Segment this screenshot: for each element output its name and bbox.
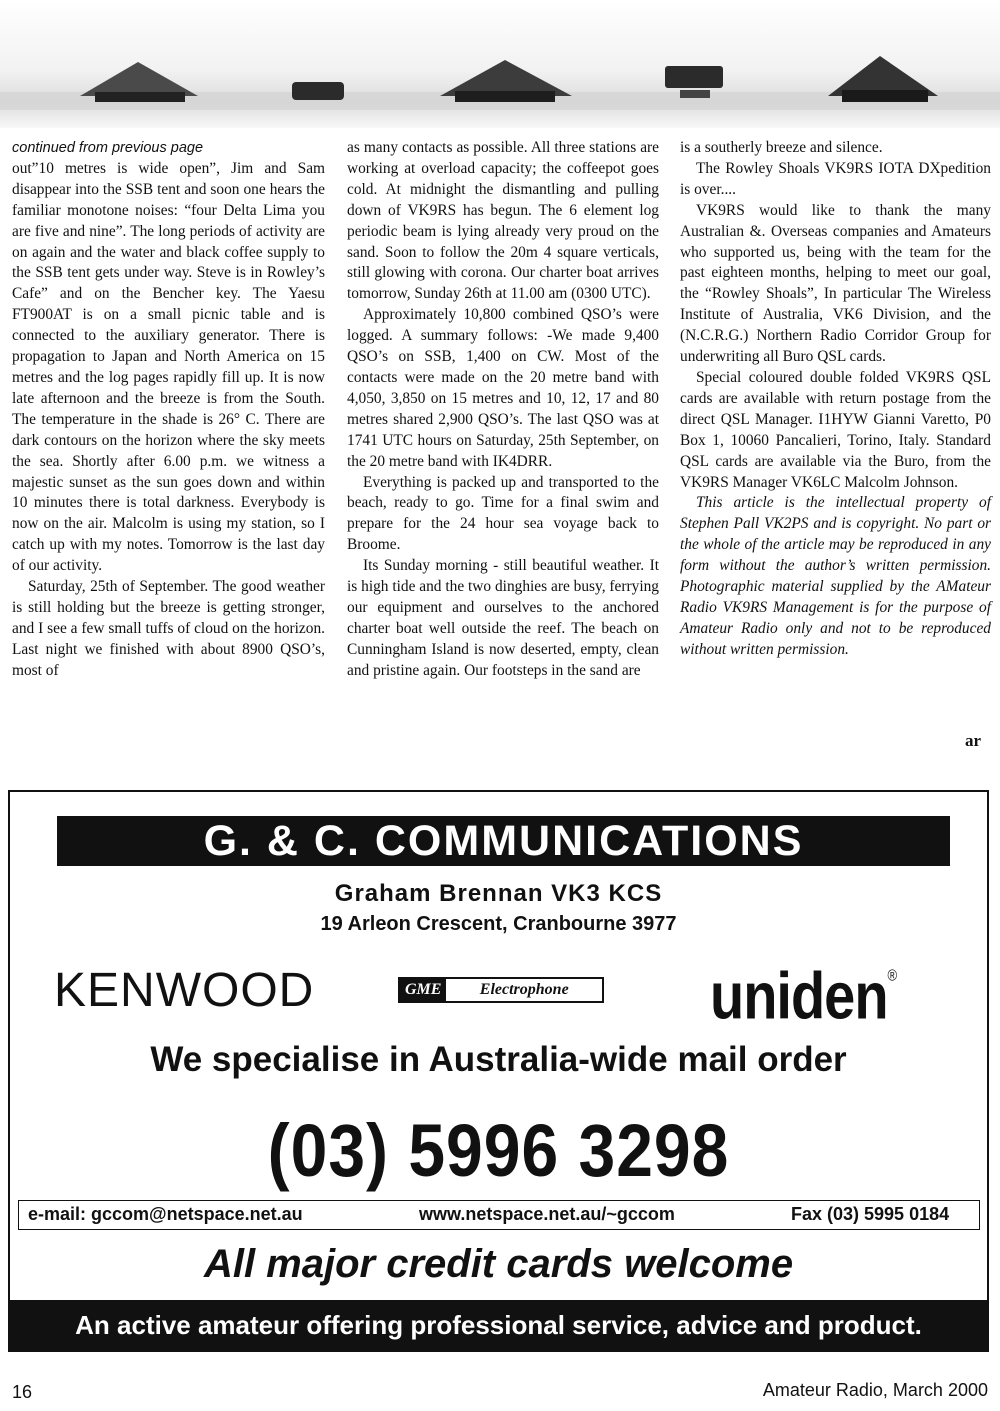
ad-phone-number: (03) 5996 3298 <box>267 1108 730 1192</box>
magazine-issue: Amateur Radio, March 2000 <box>762 1380 988 1400</box>
ad-website: www.netspace.net.au/~gccom <box>419 1204 675 1224</box>
ad-address: 19 Arleon Crescent, Cranbourne 3977 <box>320 913 677 935</box>
tent-2 <box>292 82 344 100</box>
uniden-logo <box>710 957 897 1034</box>
article-paragraph: Everything is packed up and transported to the beach, ready to go. Time for a final swim and prepare for the 24 hour sea voyage back to Broome. <box>347 473 659 554</box>
article-paragraph: The Rowley Shoals VK9RS IOTA DXpedition is over.... <box>680 159 991 198</box>
ad-contact-name: Graham Brennan VK3 KCS <box>334 880 663 907</box>
article-paragraph: VK9RS would like to thank the many Australian &. Overseas companies and Amateurs who supported us, being with the team for the past eighteen months, helping to meet our goal, the “Rowley Shoals”, In particular The Wireless Institute of Australia, VK6 Division, and the (N.C.R.G.) Northern Radio Corridor Group for underwriting all Buro QSL cards. <box>680 201 991 366</box>
gme-logo-mark: GME <box>400 979 446 1001</box>
article-paragraph: as many contacts as possible. All three stations are working at overload capacity; the coffeepot goes cold. At midnight the dismantling and pulling down of VK9RS has begun. The 6 element log periodic beam is lying already very proud on the sand. Soon to follow the 20m 4 square verticals, still glowing with corona. Our charter boat arrives tomorrow, Sunday 26th at 11.00 am (0300 UTC). <box>347 139 659 303</box>
ad-title: G. & C. COMMUNICATIONS <box>57 816 950 866</box>
ad-email: e-mail: gccom@netspace.net.au <box>28 1204 303 1224</box>
article-paragraph: out”10 metres is wide open”, Jim and Sam disappear into the SSB tent and soon one hears the familiar monotone noises: “four Delta Lima you are five and nine”. The long periods of activity are on again and the water and black coffee supply to the SSB tent gets under way. Steve is in Rowley’s Cafe” and on the Bencher key. The Yaesu FT900AT is on a small picnic table and is connected to the auxiliary generator. There is propagation to Japan and North America on 15 metres and the log pages rapidly fill up. It is now late afternoon and the breeze is from the South. The temperature in the shade is 26° C. There are dark contours on the horizon where the sky meets the sea. Shortly after 6.00 p.m. we witness a majestic sunset as the sun goes down and within 10 minutes there is total darkness. Everybody is now on the air. Malcolm is using my station, so I catch up with my notes. Tomorrow is the last day of our activity. <box>12 159 325 575</box>
header-photo-strip <box>0 0 1000 128</box>
ad-fax: Fax (03) 5995 0184 <box>791 1204 950 1224</box>
article-column-2 <box>347 138 659 682</box>
article-paragraph: Special coloured double folded VK9RS QSL cards are available with return postage from the direct QSL Manager. I1HYW Gianni Varetto, P0 Box 1, 10060 Pancalieri, Torino, Italy. Standard QSL cards are available via the Buro, from the VK9RS Manager VK6LC Malcolm Johnson. <box>680 368 991 491</box>
article-paragraph: Saturday, 25th of September. The good weather is still holding but the breeze is getting stronger, and I see a few small tuffs of cloud on the horizon. Last night we finished with about 8900 QSO’s, most of <box>12 578 325 679</box>
article-paragraph: Its Sunday morning - still beautiful weather. It is high tide and the two dinghies are busy, ferrying our equipment and ourselves to the anchored charter boat well outside the reef. The beach on Cunningham Island is now deserted, empty, clean and pristine again. Our footsteps in the sand are <box>347 557 659 679</box>
advertisement <box>8 790 989 1352</box>
article-paragraph: is a southerly breeze and silence. <box>680 139 883 156</box>
gme-electrophone-logo <box>398 977 604 1003</box>
copyright-notice: This article is the intellectual property of Stephen Pall VK2PS and is copyright. No part or the whole of the article may be reproduced in any form without the author’s written permission. Photographic material supplied by the AMateur Radio VK9RS Management is for the purpose of Amateur Radio only and not to be reproduced without written permission. <box>680 494 991 658</box>
kenwood-logo: KENWOOD <box>54 964 315 1017</box>
uniden-logo-text: uniden <box>710 958 888 1033</box>
registered-mark: ® <box>887 966 898 985</box>
continued-note: continued from previous page <box>12 140 204 156</box>
article-column-3 <box>680 138 991 661</box>
ad-credit-cards: All major credit cards welcome <box>203 1242 794 1286</box>
page-number: 16 <box>12 1382 33 1402</box>
ad-contact-links <box>18 1200 980 1230</box>
electrophone-logo-text: Electrophone <box>479 981 569 998</box>
ad-banner: An active amateur offering professional service, advice and product. <box>10 1300 987 1350</box>
article-paragraph: Approximately 10,800 combined QSO’s were logged. A summary follows: -We made 9,400 QSO’s on SSB, 1,400 on CW. Most of the contacts were made on the 20 metre band with 4,050, 3,850 on 15 metres and 10, 12, 17 and 80 metres shared 2,900 QSO’s. The last QSO was at 1741 UTC hours on Saturday, 25th September, on the 20 metre band with IK4DRR. <box>347 306 659 470</box>
article-end-mark: ar <box>965 731 982 750</box>
article-column-1 <box>12 138 325 682</box>
ad-mail-order: We specialise in Australia-wide mail order <box>150 1040 847 1079</box>
beach-tents-photo <box>0 0 1000 128</box>
